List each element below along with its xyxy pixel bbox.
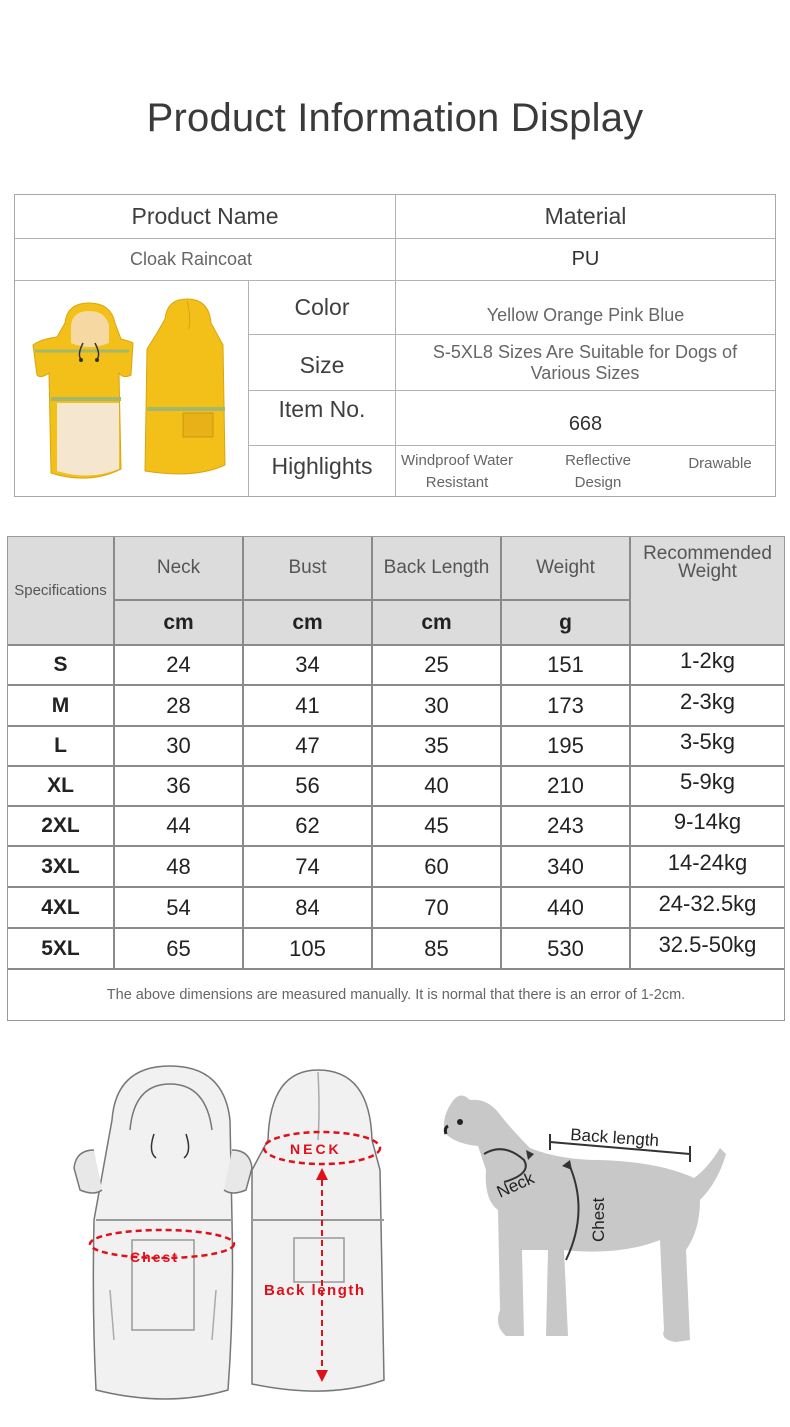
neck-cell: 65: [166, 935, 191, 961]
front-coat-sketch: [74, 1066, 252, 1399]
weight-cell: 440: [547, 894, 584, 920]
bust-cell: 74: [295, 853, 320, 879]
size-cell: 4XL: [41, 895, 80, 919]
back-length-cell: 45: [424, 813, 449, 838]
weight-cell: 210: [547, 773, 584, 798]
size-cell: M: [51, 693, 70, 717]
neck-cell: 30: [166, 733, 191, 758]
bust-cell: 34: [295, 652, 320, 677]
neck-cell: 28: [166, 692, 191, 718]
recommended-weight-cell: 2-3kg: [679, 688, 736, 714]
recommended-weight-header: Recommended Weight: [643, 543, 772, 582]
back-length-cell: 60: [424, 853, 449, 879]
recommended-weight-cell: 5-9kg: [679, 769, 736, 794]
dog-chest-label: Chest: [589, 1197, 608, 1242]
back-length-cell: 30: [424, 692, 449, 718]
color-label: Color: [294, 294, 350, 320]
size-chart-table: [7, 536, 785, 1021]
bust-header: Bust: [288, 557, 327, 578]
recommended-weight-cell: 9-14kg: [673, 809, 742, 834]
weight-cell: 173: [547, 692, 584, 718]
size-value: S-5XL8 Sizes Are Suitable for Dogs of Various Sizes: [432, 341, 738, 383]
chest-label: Chest: [130, 1249, 179, 1265]
bust-cell: 105: [289, 935, 326, 961]
page-title: Product Information Display: [146, 96, 644, 140]
bust-unit: cm: [292, 610, 323, 634]
size-cell: XL: [47, 774, 74, 797]
neck-cell: 44: [166, 813, 191, 838]
recommended-weight-cell: 14-24kg: [667, 849, 748, 875]
back-length-header: Back Length: [383, 557, 490, 578]
weight-header: Weight: [536, 557, 595, 578]
item-no-label: Item No.: [278, 395, 366, 422]
weight-cell: 151: [547, 652, 584, 677]
highlights-label: Highlights: [271, 452, 373, 479]
weight-unit: g: [559, 610, 572, 634]
material-header: Material: [544, 203, 627, 229]
dog-back-length-label: Back length: [569, 1125, 660, 1151]
back-length-cell: 85: [424, 935, 449, 961]
measurement-diagram: [0, 1050, 790, 1427]
back-length-cell: 70: [424, 894, 449, 920]
back-length-unit: cm: [421, 610, 452, 634]
highlight-drawable: Drawable: [688, 455, 752, 472]
bust-cell: 84: [295, 894, 320, 920]
weight-cell: 340: [547, 853, 584, 879]
neck-header: Neck: [156, 557, 201, 578]
bust-cell: 41: [295, 692, 320, 718]
highlight-windproof: Windproof Water Resistant: [401, 452, 513, 491]
raincoat-illustration: [27, 289, 237, 489]
material-value: PU: [571, 248, 600, 270]
size-cell: 3XL: [41, 854, 80, 878]
measurement-illustration: [0, 1050, 790, 1427]
bust-cell: 56: [295, 773, 320, 798]
back-length-cell: 35: [424, 733, 449, 758]
recommended-weight-cell: 24-32.5kg: [658, 890, 757, 916]
neck-cell: 54: [166, 894, 191, 920]
bust-cell: 62: [295, 813, 320, 838]
recommended-weight-cell: 1-2kg: [679, 648, 736, 673]
neck-cell: 24: [166, 652, 191, 677]
size-cell: S: [53, 653, 68, 676]
neck-cell: 48: [166, 853, 191, 879]
weight-cell: 243: [547, 813, 584, 838]
size-cell: 2XL: [41, 814, 80, 837]
neck-label: NECK: [290, 1141, 342, 1157]
weight-cell: 530: [547, 935, 584, 961]
color-value: Yellow Orange Pink Blue: [486, 305, 685, 325]
product-name-value: Cloak Raincoat: [129, 249, 253, 269]
back-length-cell: 25: [424, 652, 449, 677]
back-length-cell: 40: [424, 773, 449, 798]
bust-cell: 47: [295, 733, 320, 758]
dog-neck-label: Neck: [493, 1168, 538, 1202]
size-cell: L: [54, 734, 67, 757]
product-name-header: Product Name: [131, 203, 279, 229]
back-coat-sketch: [252, 1070, 384, 1391]
recommended-weight-cell: 32.5-50kg: [658, 931, 757, 957]
highlight-reflective: Reflective Design: [565, 452, 631, 491]
recommended-weight-cell: 3-5kg: [679, 729, 736, 754]
item-no-value: 668: [568, 412, 603, 435]
size-label: Size: [299, 352, 345, 378]
specifications-header: Specifications: [14, 582, 107, 599]
measurement-note: The above dimensions are measured manually. It is normal that there is an error of 1-2cm.: [106, 987, 686, 1003]
neck-unit: cm: [163, 610, 194, 634]
weight-cell: 195: [547, 733, 584, 758]
product-image: [15, 281, 248, 496]
product-info-table: [14, 194, 776, 497]
neck-cell: 36: [166, 773, 191, 798]
size-cell: 5XL: [41, 936, 80, 960]
back-length-label: Back length: [264, 1282, 366, 1299]
